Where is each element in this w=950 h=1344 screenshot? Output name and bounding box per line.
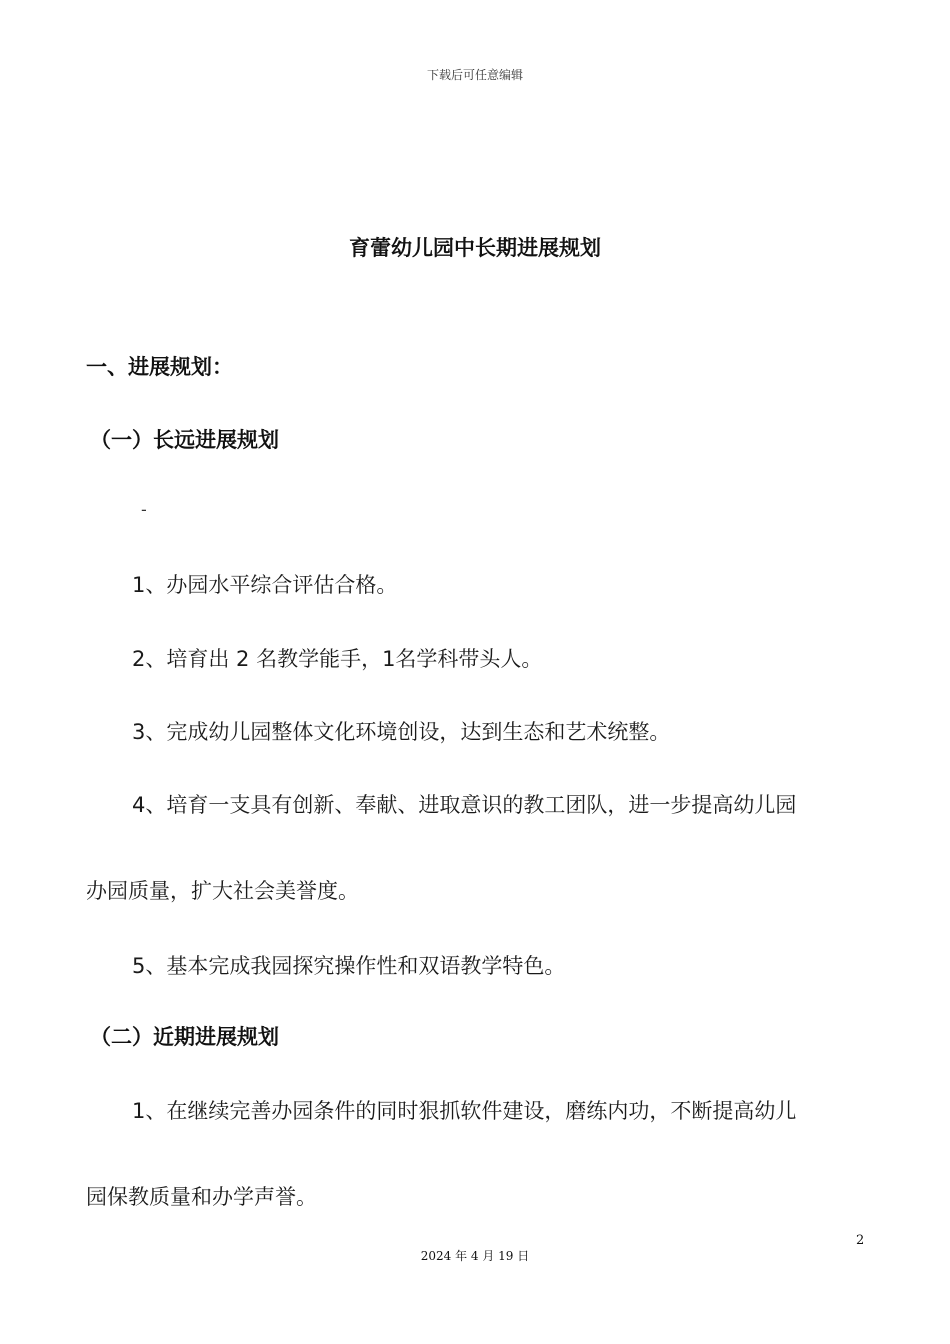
list-item-long-term-4-continued: 办园质量，扩大社会美誉度。	[86, 879, 359, 903]
list-item-near-term-1: 1、在继续完善办园条件的同时狠抓软件建设，磨练内功，不断提高幼儿	[132, 1099, 797, 1123]
list-item-long-term-5: 5、基本完成我园探究操作性和双语教学特色。	[132, 954, 566, 978]
list-item-near-term-1-continued: 园保教质量和办学声誉。	[86, 1185, 317, 1209]
page-number: 2	[856, 1233, 865, 1248]
section-heading-planning: 一、进展规划：	[86, 355, 233, 379]
footer-date: 2024 年 4 月 19 日	[420, 1249, 530, 1263]
list-item-long-term-4: 4、培育一支具有创新、奉献、进取意识的教工团队，进一步提高幼儿园	[132, 793, 797, 817]
list-item-long-term-1: 1、办园水平综合评估合格。	[132, 573, 398, 597]
subsection-heading-long-term: （一）长远进展规划	[90, 428, 279, 452]
subsection-heading-near-term: （二）近期进展规划	[90, 1025, 279, 1049]
dash-mark: -	[141, 500, 147, 519]
list-item-long-term-3: 3、完成幼儿园整体文化环境创设，达到生态和艺术统整。	[132, 720, 671, 744]
list-item-long-term-2: 2、培育出 2 名教学能手，1名学科带头人。	[132, 647, 543, 671]
document-title: 育蕾幼儿园中长期进展规划	[349, 236, 601, 260]
header-note: 下载后可任意编辑	[426, 68, 523, 82]
